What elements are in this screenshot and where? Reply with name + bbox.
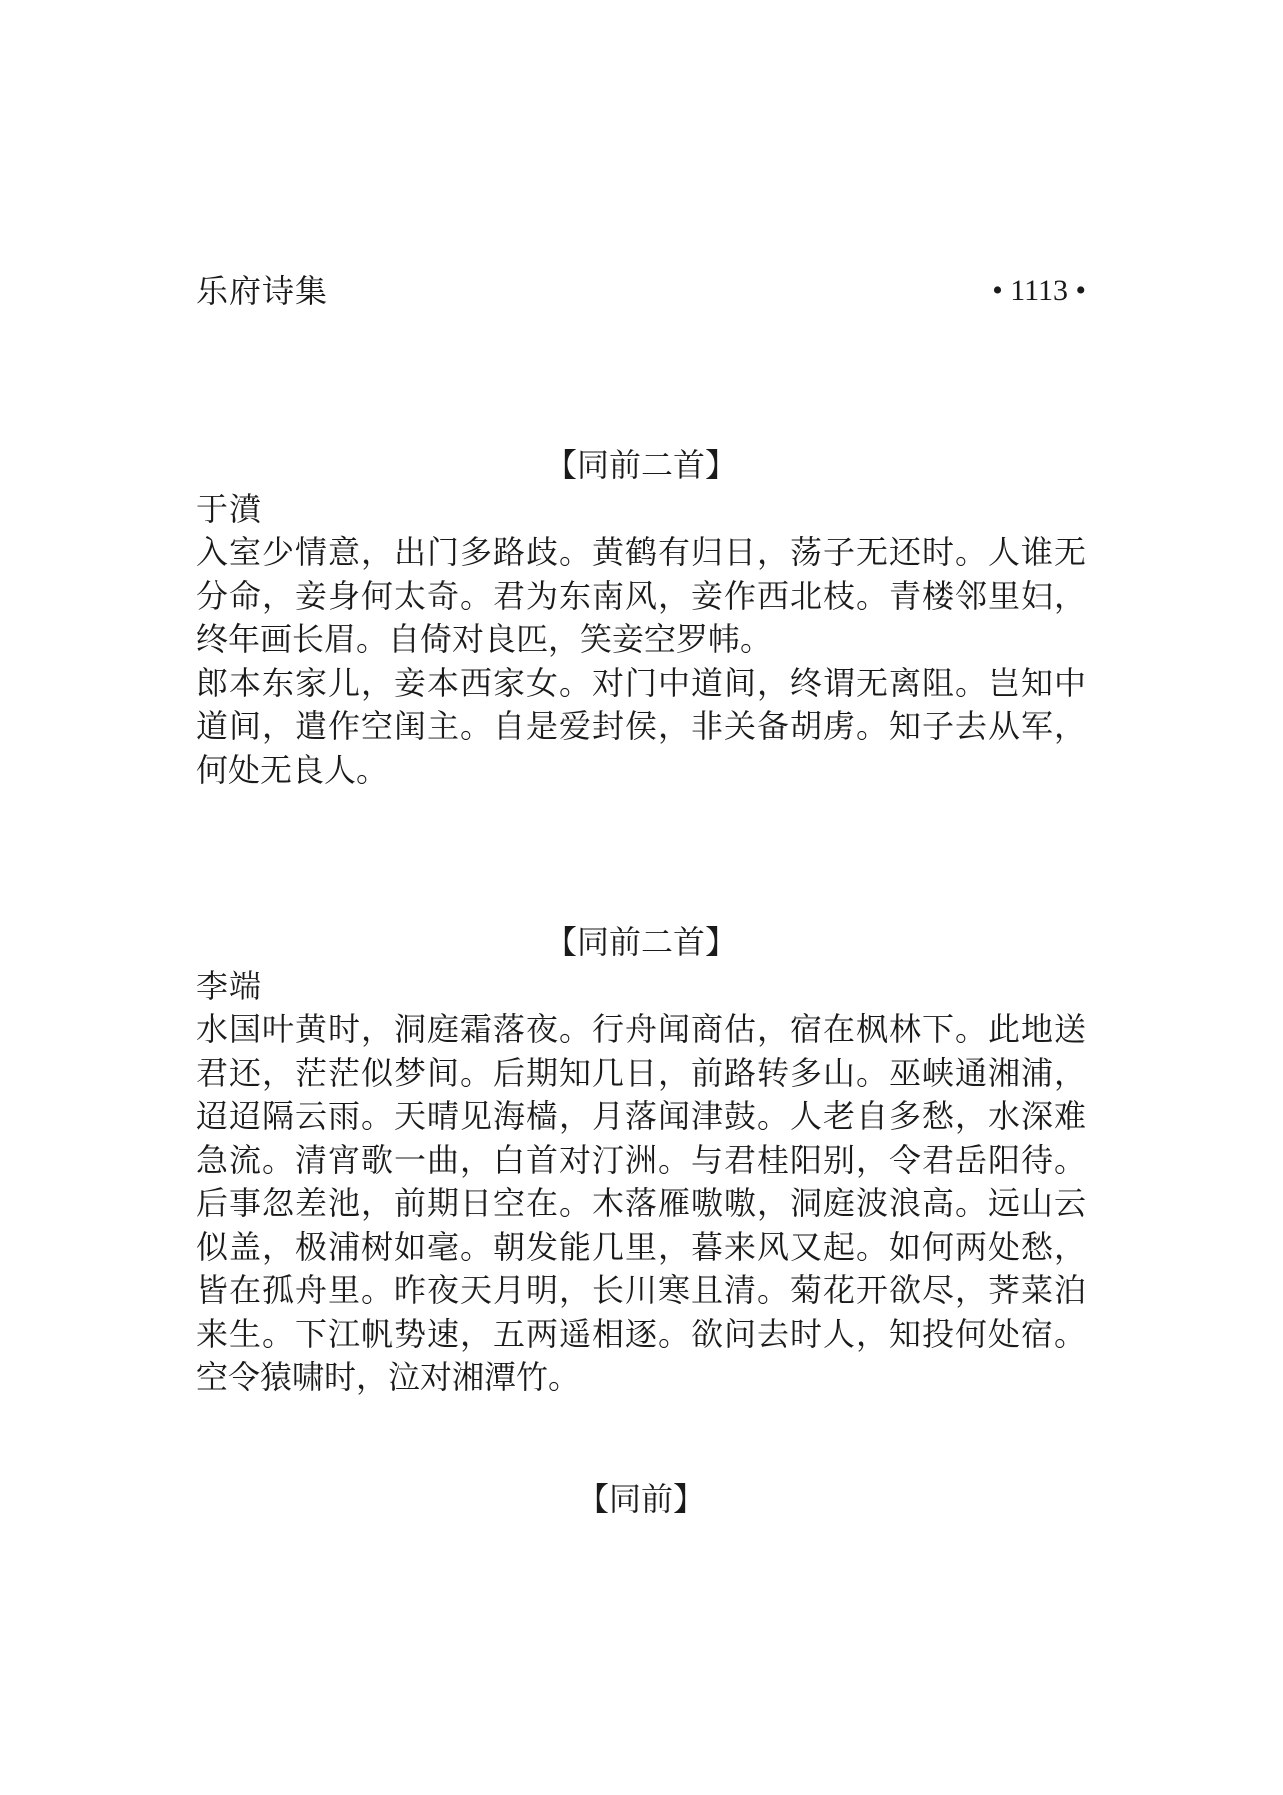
verse-paragraph: 郎本东家儿，妾本西家女。对门中道间，终谓无离阻。岂知中道间，遣作空闺主。自是爱封侯，非关备胡虏。知子去从军，何处无良人。 [196, 663, 1086, 789]
author-name: 李端 [196, 966, 263, 1005]
page-header [196, 268, 1086, 314]
verse-paragraph: 入室少情意，出门多路歧。黄鹤有归日，荡子无还时。人谁无分命，妾身何太奇。君为东南风，妾作西北枝。青楼邻里妇，终年画长眉。自倚对良匹，笑妾空罗帏。 [196, 533, 1086, 658]
section-title: 【同前二首】 [544, 446, 737, 484]
poem-section [196, 1478, 1086, 1522]
poem-section [196, 921, 1086, 1400]
section-title: 【同前二首】 [544, 923, 737, 961]
book-title: 乐府诗集 [196, 272, 329, 310]
section-title: 【同前】 [576, 1480, 705, 1518]
verse-paragraph: 水国叶黄时，洞庭霜落夜。行舟闻商估，宿在枫林下。此地送君还，茫茫似梦间。后期知几日，前路转多山。巫峡通湘浦，迢迢隔云雨。天晴见海樯，月落闻津鼓。人老自多愁，水深难急流。清宵歌一曲，白首对汀洲。与君桂阳别，令君岳阳待。后事忽差池，前期日空在。木落雁嗷嗷，洞庭波浪高。远山云似盖，极浦树如毫。朝发能几里，暮来风又起。如何两处愁，皆在孤舟里。昨夜天月明，长川寒且清。菊花开欲尽，荠菜泊来生。下江帆势速，五两遥相逐。欲问去时人，知投何处宿。空令猿啸时，泣对湘潭竹。 [196, 1010, 1086, 1396]
author-name: 于濆 [196, 489, 263, 528]
poem-section [196, 444, 1086, 792]
page-number: • 1113 • [992, 274, 1086, 307]
